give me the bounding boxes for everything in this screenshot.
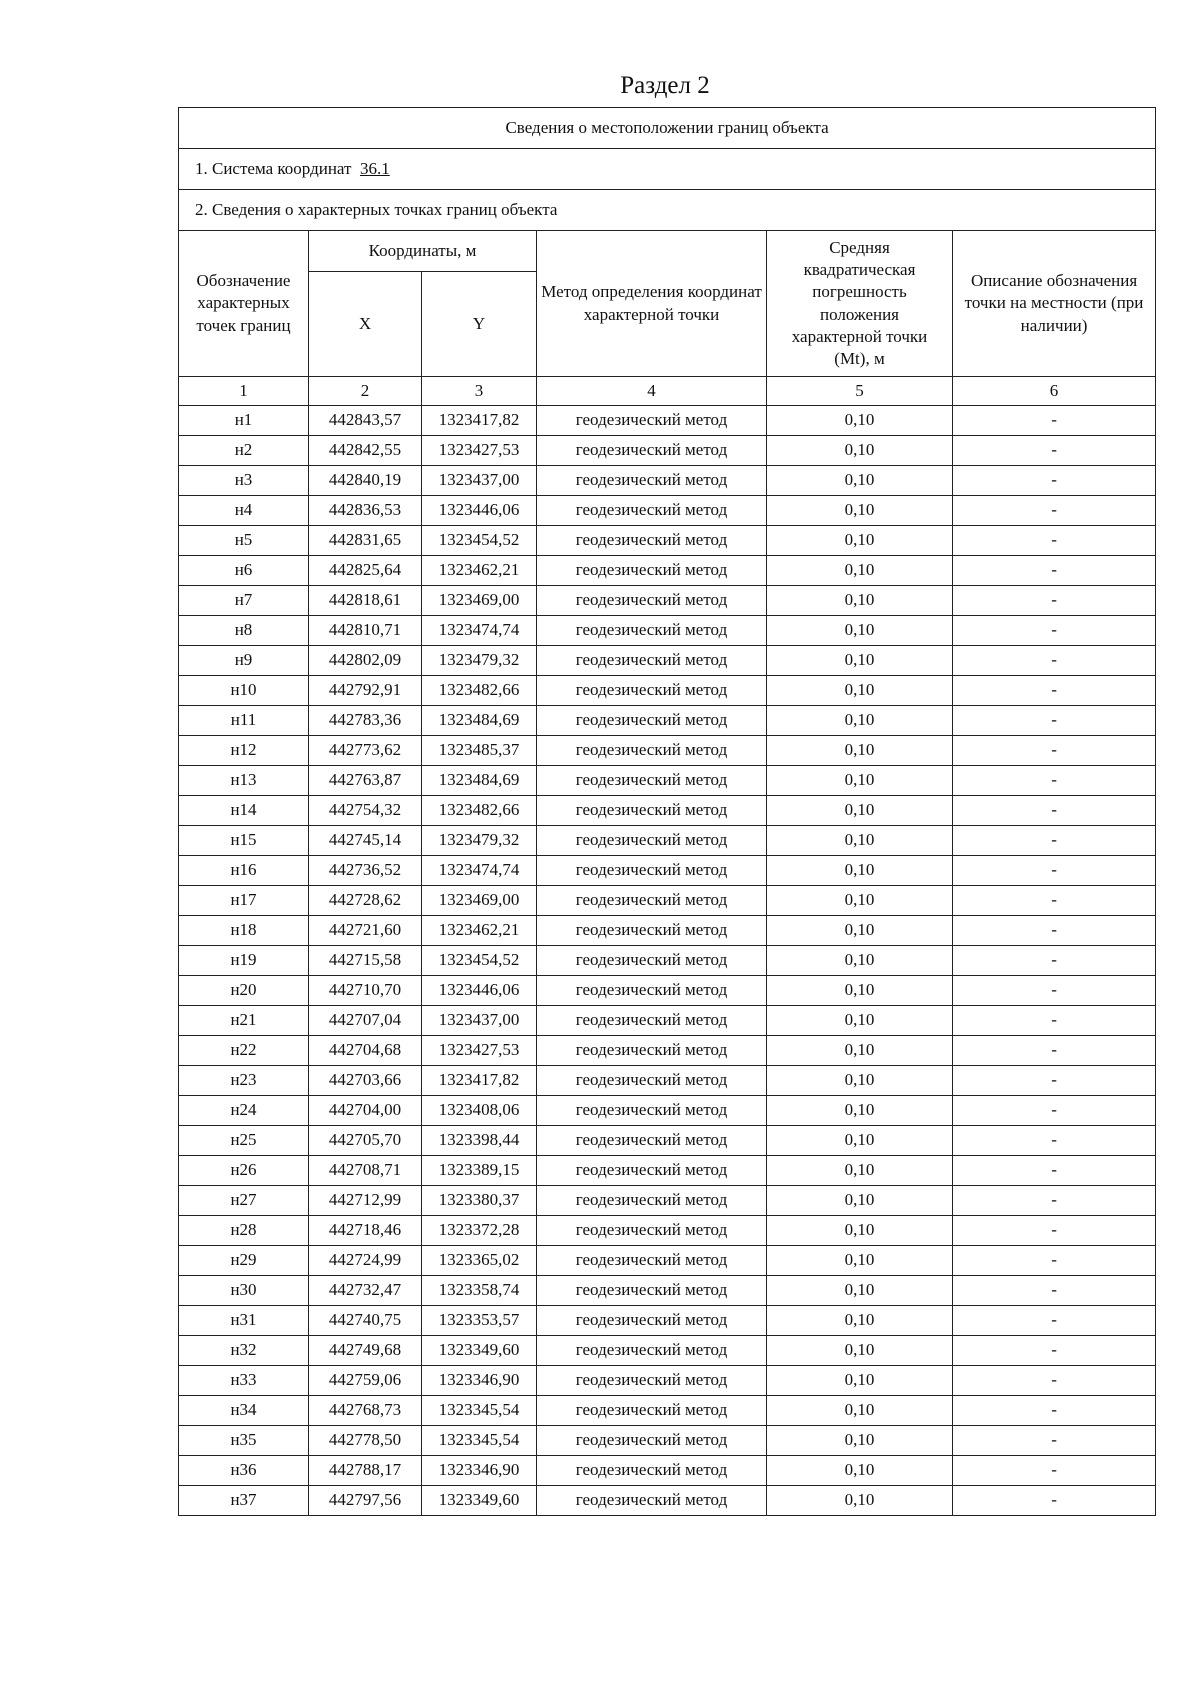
mean-error: 0,10 bbox=[767, 556, 953, 586]
method: геодезический метод bbox=[537, 796, 767, 826]
point-id: н5 bbox=[179, 526, 309, 556]
x-coordinate: 442745,14 bbox=[309, 826, 422, 856]
point-id: н9 bbox=[179, 646, 309, 676]
table-row bbox=[179, 556, 1156, 586]
header-coords: Координаты, м bbox=[309, 231, 537, 272]
y-coordinate: 1323437,00 bbox=[422, 466, 537, 496]
column-number: 5 bbox=[767, 377, 953, 406]
mean-error: 0,10 bbox=[767, 796, 953, 826]
y-coordinate: 1323346,90 bbox=[422, 1366, 537, 1396]
method: геодезический метод bbox=[537, 586, 767, 616]
table-row bbox=[179, 1366, 1156, 1396]
x-coordinate: 442836,53 bbox=[309, 496, 422, 526]
method: геодезический метод bbox=[537, 526, 767, 556]
header-method: Метод определения координат характерной точки bbox=[537, 231, 767, 377]
method: геодезический метод bbox=[537, 1276, 767, 1306]
point-description: - bbox=[953, 1006, 1156, 1036]
y-coordinate: 1323345,54 bbox=[422, 1426, 537, 1456]
mean-error: 0,10 bbox=[767, 976, 953, 1006]
x-coordinate: 442773,62 bbox=[309, 736, 422, 766]
column-number: 6 bbox=[953, 377, 1156, 406]
x-coordinate: 442754,32 bbox=[309, 796, 422, 826]
table-row bbox=[179, 766, 1156, 796]
y-coordinate: 1323474,74 bbox=[422, 616, 537, 646]
mean-error: 0,10 bbox=[767, 706, 953, 736]
y-coordinate: 1323365,02 bbox=[422, 1246, 537, 1276]
x-coordinate: 442703,66 bbox=[309, 1066, 422, 1096]
column-number: 3 bbox=[422, 377, 537, 406]
point-id: н17 bbox=[179, 886, 309, 916]
method: геодезический метод bbox=[537, 916, 767, 946]
mean-error: 0,10 bbox=[767, 1456, 953, 1486]
x-coordinate: 442778,50 bbox=[309, 1426, 422, 1456]
point-description: - bbox=[953, 1186, 1156, 1216]
point-description: - bbox=[953, 916, 1156, 946]
x-coordinate: 442724,99 bbox=[309, 1246, 422, 1276]
point-description: - bbox=[953, 1036, 1156, 1066]
y-coordinate: 1323417,82 bbox=[422, 406, 537, 436]
point-description: - bbox=[953, 466, 1156, 496]
mean-error: 0,10 bbox=[767, 586, 953, 616]
table-row bbox=[179, 736, 1156, 766]
x-coordinate: 442736,52 bbox=[309, 856, 422, 886]
point-description: - bbox=[953, 496, 1156, 526]
point-id: н32 bbox=[179, 1336, 309, 1366]
point-id: н4 bbox=[179, 496, 309, 526]
point-id: н3 bbox=[179, 466, 309, 496]
method: геодезический метод bbox=[537, 1486, 767, 1516]
x-coordinate: 442763,87 bbox=[309, 766, 422, 796]
method: геодезический метод bbox=[537, 766, 767, 796]
point-description: - bbox=[953, 796, 1156, 826]
point-description: - bbox=[953, 736, 1156, 766]
table-row bbox=[179, 916, 1156, 946]
point-description: - bbox=[953, 1276, 1156, 1306]
y-coordinate: 1323389,15 bbox=[422, 1156, 537, 1186]
y-coordinate: 1323437,00 bbox=[422, 1006, 537, 1036]
table-row bbox=[179, 526, 1156, 556]
x-coordinate: 442810,71 bbox=[309, 616, 422, 646]
method: геодезический метод bbox=[537, 436, 767, 466]
table-row bbox=[179, 1276, 1156, 1306]
x-coordinate: 442704,00 bbox=[309, 1096, 422, 1126]
point-description: - bbox=[953, 1306, 1156, 1336]
mean-error: 0,10 bbox=[767, 1066, 953, 1096]
point-description: - bbox=[953, 1456, 1156, 1486]
point-description: - bbox=[953, 526, 1156, 556]
y-coordinate: 1323484,69 bbox=[422, 766, 537, 796]
y-coordinate: 1323353,57 bbox=[422, 1306, 537, 1336]
table-row bbox=[179, 1336, 1156, 1366]
point-id: н16 bbox=[179, 856, 309, 886]
table-row bbox=[179, 676, 1156, 706]
mean-error: 0,10 bbox=[767, 826, 953, 856]
method: геодезический метод bbox=[537, 1396, 767, 1426]
table-row bbox=[179, 1396, 1156, 1426]
method: геодезический метод bbox=[537, 1426, 767, 1456]
header-x: X bbox=[309, 272, 422, 377]
method: геодезический метод bbox=[537, 496, 767, 526]
point-id: н10 bbox=[179, 676, 309, 706]
method: геодезический метод bbox=[537, 1096, 767, 1126]
point-id: н19 bbox=[179, 946, 309, 976]
point-description: - bbox=[953, 1156, 1156, 1186]
method: геодезический метод bbox=[537, 646, 767, 676]
y-coordinate: 1323380,37 bbox=[422, 1186, 537, 1216]
mean-error: 0,10 bbox=[767, 616, 953, 646]
y-coordinate: 1323454,52 bbox=[422, 526, 537, 556]
table-row bbox=[179, 496, 1156, 526]
y-coordinate: 1323469,00 bbox=[422, 886, 537, 916]
method: геодезический метод bbox=[537, 976, 767, 1006]
mean-error: 0,10 bbox=[767, 1486, 953, 1516]
table-row bbox=[179, 586, 1156, 616]
point-description: - bbox=[953, 1396, 1156, 1426]
x-coordinate: 442768,73 bbox=[309, 1396, 422, 1426]
boundary-points-table bbox=[178, 107, 1156, 1516]
x-coordinate: 442840,19 bbox=[309, 466, 422, 496]
mean-error: 0,10 bbox=[767, 436, 953, 466]
point-id: н8 bbox=[179, 616, 309, 646]
table-row bbox=[179, 1246, 1156, 1276]
x-coordinate: 442842,55 bbox=[309, 436, 422, 466]
mean-error: 0,10 bbox=[767, 1216, 953, 1246]
method: геодезический метод bbox=[537, 466, 767, 496]
point-description: - bbox=[953, 1366, 1156, 1396]
y-coordinate: 1323479,32 bbox=[422, 826, 537, 856]
point-id: н29 bbox=[179, 1246, 309, 1276]
table-row bbox=[179, 1216, 1156, 1246]
mean-error: 0,10 bbox=[767, 496, 953, 526]
method: геодезический метод bbox=[537, 1006, 767, 1036]
method: геодезический метод bbox=[537, 616, 767, 646]
method: геодезический метод bbox=[537, 1036, 767, 1066]
point-description: - bbox=[953, 1486, 1156, 1516]
coord-system-value: 36.1 bbox=[359, 158, 390, 178]
method: геодезический метод bbox=[537, 1216, 767, 1246]
method: геодезический метод bbox=[537, 886, 767, 916]
y-coordinate: 1323479,32 bbox=[422, 646, 537, 676]
point-id: н20 bbox=[179, 976, 309, 1006]
method: геодезический метод bbox=[537, 1156, 767, 1186]
method: геодезический метод bbox=[537, 1366, 767, 1396]
point-id: н15 bbox=[179, 826, 309, 856]
x-coordinate: 442718,46 bbox=[309, 1216, 422, 1246]
mean-error: 0,10 bbox=[767, 886, 953, 916]
y-coordinate: 1323446,06 bbox=[422, 496, 537, 526]
table-title: Сведения о местоположении границ объекта bbox=[179, 108, 1156, 149]
y-coordinate: 1323427,53 bbox=[422, 1036, 537, 1066]
column-number: 2 bbox=[309, 377, 422, 406]
x-coordinate: 442783,36 bbox=[309, 706, 422, 736]
method: геодезический метод bbox=[537, 946, 767, 976]
x-coordinate: 442825,64 bbox=[309, 556, 422, 586]
point-id: н33 bbox=[179, 1366, 309, 1396]
mean-error: 0,10 bbox=[767, 1396, 953, 1426]
point-description: - bbox=[953, 1216, 1156, 1246]
y-coordinate: 1323345,54 bbox=[422, 1396, 537, 1426]
points-title: 2. Сведения о характерных точках границ объекта bbox=[179, 190, 1156, 231]
y-coordinate: 1323482,66 bbox=[422, 676, 537, 706]
coord-system-row bbox=[179, 149, 1156, 190]
method: геодезический метод bbox=[537, 1126, 767, 1156]
mean-error: 0,10 bbox=[767, 1156, 953, 1186]
method: геодезический метод bbox=[537, 1066, 767, 1096]
method: геодезический метод bbox=[537, 706, 767, 736]
point-id: н34 bbox=[179, 1396, 309, 1426]
mean-error: 0,10 bbox=[767, 1426, 953, 1456]
method: геодезический метод bbox=[537, 856, 767, 886]
y-coordinate: 1323482,66 bbox=[422, 796, 537, 826]
mean-error: 0,10 bbox=[767, 1096, 953, 1126]
point-id: н36 bbox=[179, 1456, 309, 1486]
table-row bbox=[179, 706, 1156, 736]
point-id: н35 bbox=[179, 1426, 309, 1456]
table-row bbox=[179, 646, 1156, 676]
x-coordinate: 442712,99 bbox=[309, 1186, 422, 1216]
x-coordinate: 442715,58 bbox=[309, 946, 422, 976]
point-id: н22 bbox=[179, 1036, 309, 1066]
point-description: - bbox=[953, 1126, 1156, 1156]
x-coordinate: 442728,62 bbox=[309, 886, 422, 916]
coord-system-label: 1. Система координат bbox=[195, 158, 352, 178]
table-row bbox=[179, 1066, 1156, 1096]
y-coordinate: 1323485,37 bbox=[422, 736, 537, 766]
mean-error: 0,10 bbox=[767, 1336, 953, 1366]
mean-error: 0,10 bbox=[767, 1366, 953, 1396]
point-id: н26 bbox=[179, 1156, 309, 1186]
point-id: н30 bbox=[179, 1276, 309, 1306]
point-description: - bbox=[953, 556, 1156, 586]
x-coordinate: 442792,91 bbox=[309, 676, 422, 706]
table-row bbox=[179, 826, 1156, 856]
method: геодезический метод bbox=[537, 556, 767, 586]
mean-error: 0,10 bbox=[767, 736, 953, 766]
y-coordinate: 1323474,74 bbox=[422, 856, 537, 886]
point-description: - bbox=[953, 946, 1156, 976]
point-id: н7 bbox=[179, 586, 309, 616]
y-coordinate: 1323469,00 bbox=[422, 586, 537, 616]
table-row bbox=[179, 1306, 1156, 1336]
table-row bbox=[179, 886, 1156, 916]
method: геодезический метод bbox=[537, 1186, 767, 1216]
table-row bbox=[179, 466, 1156, 496]
x-coordinate: 442843,57 bbox=[309, 406, 422, 436]
point-id: н25 bbox=[179, 1126, 309, 1156]
mean-error: 0,10 bbox=[767, 1306, 953, 1336]
x-coordinate: 442721,60 bbox=[309, 916, 422, 946]
column-number: 4 bbox=[537, 377, 767, 406]
y-coordinate: 1323398,44 bbox=[422, 1126, 537, 1156]
mean-error: 0,10 bbox=[767, 1036, 953, 1066]
y-coordinate: 1323349,60 bbox=[422, 1336, 537, 1366]
point-id: н23 bbox=[179, 1066, 309, 1096]
y-coordinate: 1323427,53 bbox=[422, 436, 537, 466]
method: геодезический метод bbox=[537, 1336, 767, 1366]
x-coordinate: 442740,75 bbox=[309, 1306, 422, 1336]
point-description: - bbox=[953, 826, 1156, 856]
y-coordinate: 1323462,21 bbox=[422, 916, 537, 946]
x-coordinate: 442710,70 bbox=[309, 976, 422, 1006]
y-coordinate: 1323408,06 bbox=[422, 1096, 537, 1126]
method: геодезический метод bbox=[537, 1456, 767, 1486]
point-id: н6 bbox=[179, 556, 309, 586]
point-description: - bbox=[953, 1426, 1156, 1456]
point-description: - bbox=[953, 586, 1156, 616]
header-description: Описание обозначения точки на местности (при наличии) bbox=[953, 231, 1156, 377]
table-row bbox=[179, 1126, 1156, 1156]
point-description: - bbox=[953, 676, 1156, 706]
x-coordinate: 442759,06 bbox=[309, 1366, 422, 1396]
table-row bbox=[179, 1156, 1156, 1186]
table-row bbox=[179, 946, 1156, 976]
header-error: Средняя квадратическая погрешность положения характерной точки (Mt), м bbox=[767, 231, 953, 377]
mean-error: 0,10 bbox=[767, 466, 953, 496]
x-coordinate: 442797,56 bbox=[309, 1486, 422, 1516]
x-coordinate: 442818,61 bbox=[309, 586, 422, 616]
y-coordinate: 1323349,60 bbox=[422, 1486, 537, 1516]
table-row bbox=[179, 796, 1156, 826]
mean-error: 0,10 bbox=[767, 856, 953, 886]
mean-error: 0,10 bbox=[767, 1186, 953, 1216]
y-coordinate: 1323417,82 bbox=[422, 1066, 537, 1096]
column-number: 1 bbox=[179, 377, 309, 406]
point-description: - bbox=[953, 1336, 1156, 1366]
x-coordinate: 442704,68 bbox=[309, 1036, 422, 1066]
point-id: н2 bbox=[179, 436, 309, 466]
header-y: Y bbox=[422, 272, 537, 377]
x-coordinate: 442749,68 bbox=[309, 1336, 422, 1366]
point-id: н24 bbox=[179, 1096, 309, 1126]
mean-error: 0,10 bbox=[767, 1276, 953, 1306]
x-coordinate: 442705,70 bbox=[309, 1126, 422, 1156]
method: геодезический метод bbox=[537, 826, 767, 856]
mean-error: 0,10 bbox=[767, 406, 953, 436]
y-coordinate: 1323462,21 bbox=[422, 556, 537, 586]
point-description: - bbox=[953, 646, 1156, 676]
mean-error: 0,10 bbox=[767, 766, 953, 796]
mean-error: 0,10 bbox=[767, 1246, 953, 1276]
y-coordinate: 1323454,52 bbox=[422, 946, 537, 976]
point-id: н12 bbox=[179, 736, 309, 766]
table-row bbox=[179, 1186, 1156, 1216]
table-row bbox=[179, 616, 1156, 646]
section-title: Раздел 2 bbox=[620, 72, 710, 99]
y-coordinate: 1323358,74 bbox=[422, 1276, 537, 1306]
table-row bbox=[179, 1426, 1156, 1456]
point-description: - bbox=[953, 766, 1156, 796]
mean-error: 0,10 bbox=[767, 1126, 953, 1156]
table-row bbox=[179, 406, 1156, 436]
y-coordinate: 1323484,69 bbox=[422, 706, 537, 736]
table-row bbox=[179, 1486, 1156, 1516]
point-description: - bbox=[953, 616, 1156, 646]
y-coordinate: 1323346,90 bbox=[422, 1456, 537, 1486]
x-coordinate: 442831,65 bbox=[309, 526, 422, 556]
point-description: - bbox=[953, 406, 1156, 436]
mean-error: 0,10 bbox=[767, 676, 953, 706]
table-row bbox=[179, 1456, 1156, 1486]
point-id: н18 bbox=[179, 916, 309, 946]
mean-error: 0,10 bbox=[767, 526, 953, 556]
point-id: н21 bbox=[179, 1006, 309, 1036]
mean-error: 0,10 bbox=[767, 916, 953, 946]
point-description: - bbox=[953, 1096, 1156, 1126]
point-description: - bbox=[953, 886, 1156, 916]
point-id: н37 bbox=[179, 1486, 309, 1516]
table-row bbox=[179, 976, 1156, 1006]
point-description: - bbox=[953, 436, 1156, 466]
point-description: - bbox=[953, 1066, 1156, 1096]
y-coordinate: 1323446,06 bbox=[422, 976, 537, 1006]
x-coordinate: 442708,71 bbox=[309, 1156, 422, 1186]
table-row bbox=[179, 436, 1156, 466]
point-id: н28 bbox=[179, 1216, 309, 1246]
point-description: - bbox=[953, 856, 1156, 886]
table-row bbox=[179, 856, 1156, 886]
method: геодезический метод bbox=[537, 406, 767, 436]
x-coordinate: 442707,04 bbox=[309, 1006, 422, 1036]
mean-error: 0,10 bbox=[767, 946, 953, 976]
method: геодезический метод bbox=[537, 1306, 767, 1336]
mean-error: 0,10 bbox=[767, 1006, 953, 1036]
mean-error: 0,10 bbox=[767, 646, 953, 676]
method: геодезический метод bbox=[537, 676, 767, 706]
point-id: н1 bbox=[179, 406, 309, 436]
point-description: - bbox=[953, 706, 1156, 736]
point-id: н13 bbox=[179, 766, 309, 796]
x-coordinate: 442732,47 bbox=[309, 1276, 422, 1306]
table-row bbox=[179, 1006, 1156, 1036]
header-designation: Обозначение характерных точек границ bbox=[179, 231, 309, 377]
method: геодезический метод bbox=[537, 1246, 767, 1276]
point-id: н27 bbox=[179, 1186, 309, 1216]
point-id: н31 bbox=[179, 1306, 309, 1336]
x-coordinate: 442802,09 bbox=[309, 646, 422, 676]
x-coordinate: 442788,17 bbox=[309, 1456, 422, 1486]
point-description: - bbox=[953, 1246, 1156, 1276]
method: геодезический метод bbox=[537, 736, 767, 766]
table-row bbox=[179, 1096, 1156, 1126]
point-id: н14 bbox=[179, 796, 309, 826]
table-row bbox=[179, 1036, 1156, 1066]
point-description: - bbox=[953, 976, 1156, 1006]
y-coordinate: 1323372,28 bbox=[422, 1216, 537, 1246]
point-id: н11 bbox=[179, 706, 309, 736]
